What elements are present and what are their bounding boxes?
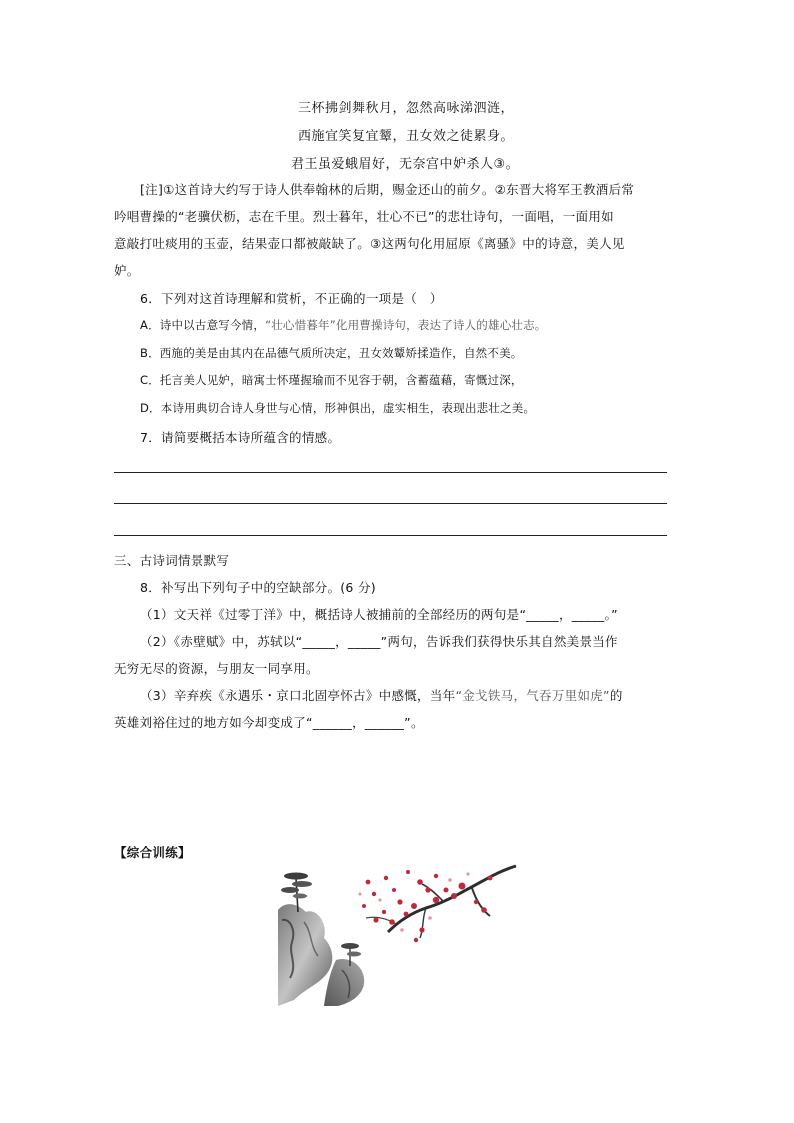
q8-stem: 8．补写出下列句子中的空缺部分。(6 分): [140, 580, 376, 595]
q8-part-1[interactable]: （1）文天祥《过零丁洋》中，概括诗人被捕前的全部经历的两句是“_____，_____。”: [140, 607, 618, 622]
q6-option-b[interactable]: B．西施的美是由其内在品德气质所决定，丑女效颦矫揉造作，自然不美。: [140, 346, 523, 360]
ink-painting-illustration: [276, 860, 518, 1006]
q8-part-3-line-1[interactable]: [140, 686, 623, 704]
q6-stem: 6．下列对这首诗理解和赏析，不正确的一项是（ ）: [140, 291, 443, 306]
q6-option-d[interactable]: D．本诗用典切合诗人身世与心情，形神俱出，虚实相生，表现出悲壮之美。: [140, 401, 536, 415]
note-line-3: 意敲打吐痰用的玉壶，结果壶口都被敲缺了。③这两句化用屈原《离骚》中的诗意，美人见: [114, 236, 625, 251]
q8-part-3-quote: “金戈铁马，气吞万里如虎”: [455, 688, 610, 703]
q6-option-a-quote: “壮心惜暮年”: [265, 318, 336, 332]
note-line-1: [注]①这首诗大约写于诗人供奉翰林的后期，赐金还山的前夕。②东晋大将军王教酒后常: [140, 182, 635, 197]
q6-option-c[interactable]: C．托言美人见妒，暗寓士怀瑾握瑜而不见容于朝，含蓄蕴藉，寄慨过深，: [140, 373, 523, 387]
q7-answer-line-1[interactable]: [114, 472, 667, 473]
q8-part-3-pre: （3）辛弃疾《永遇乐・京口北固亭怀古》中感慨，当年: [140, 688, 456, 703]
q6-option-a-pre: A．诗中以古意写今情，: [140, 318, 266, 332]
comprehensive-training-title: 【综合训练】: [114, 845, 191, 860]
q6-option-a-post: 化用曹操诗句，表达了诗人的雄心壮志。: [335, 318, 547, 332]
note-line-4: 妒。: [114, 263, 140, 278]
q7-answer-line-2[interactable]: [114, 503, 667, 504]
q8-part-3-post: 的: [609, 688, 623, 703]
section-3-title: 三、古诗词情景默写: [114, 553, 230, 568]
poem-line-1: 三杯拂剑舞秋月，忽然高咏涕泗涟，: [298, 101, 515, 116]
q8-part-2-line-2: 无穷无尽的资源，与朋友一同享用。: [114, 661, 319, 676]
q8-part-3-line-2[interactable]: 英雄刘裕住过的地方如今却变成了“______，______”。: [114, 715, 424, 730]
q7-answer-line-3[interactable]: [114, 535, 667, 536]
plum-blossom-branch: [359, 866, 517, 942]
q8-part-2-line-1[interactable]: （2）《赤壁赋》中，苏轼以“_____，_____”两句，告诉我们获得快乐其自然美景当作: [140, 634, 618, 649]
poem-line-3: 君王虽爱蛾眉好，无奈宫中妒杀人③。: [291, 157, 520, 172]
q6-option-a[interactable]: [140, 317, 547, 333]
q7-stem: 7．请简要概括本诗所蕴含的情感。: [140, 430, 341, 445]
poem-line-2: 西施宜笑复宜颦，丑女效之徒累身。: [298, 129, 515, 144]
note-line-2: 吟唱曹操的“老骥伏枥，志在千里。烈士暮年，壮心不已”的悲壮诗句，一面唱，一面用如: [114, 209, 614, 224]
